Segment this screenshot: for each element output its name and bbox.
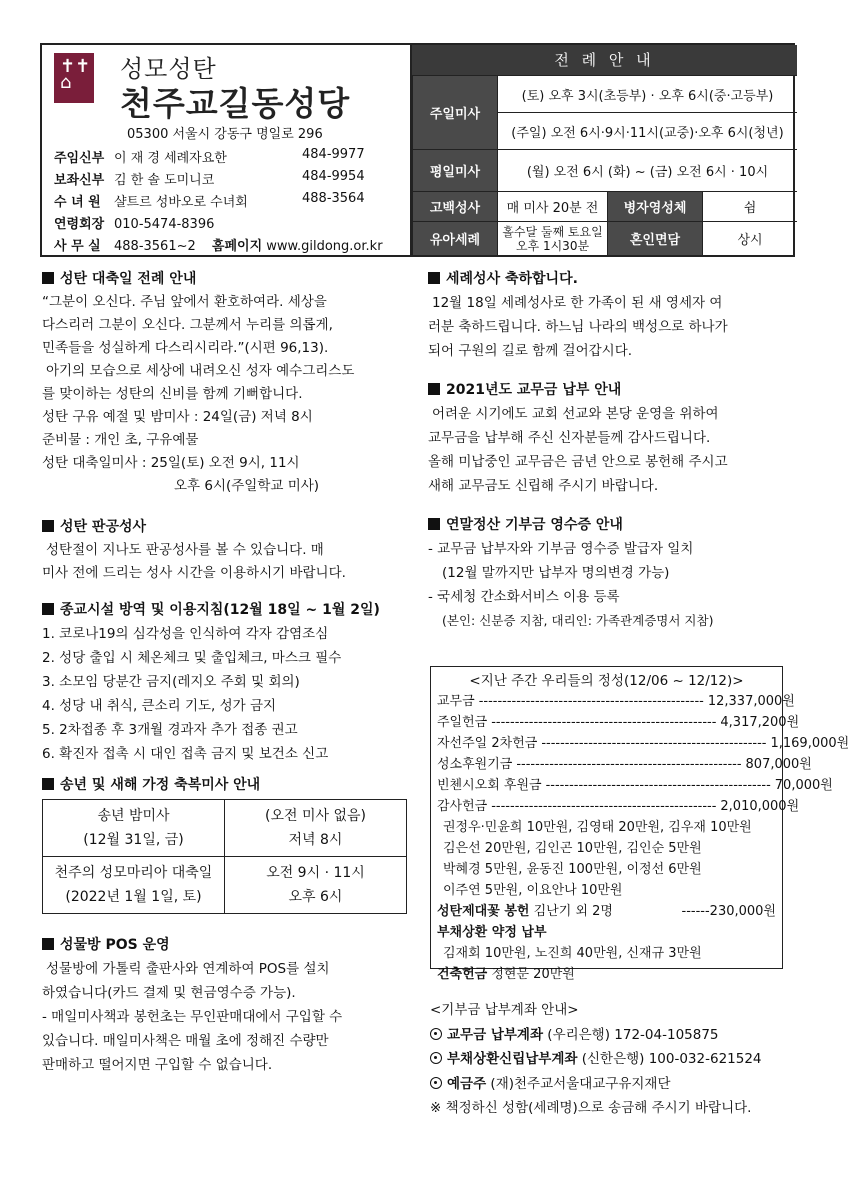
- square-bullet-icon: [42, 938, 54, 950]
- offering-amount: 70,000원: [774, 778, 833, 793]
- confession-time: 매 미사 20분 전: [497, 191, 607, 221]
- section-title: 세례성사 축하합니다.: [428, 268, 796, 291]
- offering-label: 자선주일 2차헌금: [437, 736, 538, 751]
- donor-line: 박혜경 5만원, 윤동진 100만원, 이정선 6만원: [443, 862, 702, 877]
- donor-line: 권정우·민윤희 10만원, 김영태 20만원, 김우재 10만원: [443, 820, 752, 835]
- staff-row: 연령회장 010-5474-8396: [54, 217, 215, 232]
- dash-leader: ------------------------------------------------: [545, 778, 771, 793]
- sunday-1: (토) 오후 3시(초등부) · 오후 6시(중·고등부): [497, 75, 797, 112]
- building-line: 건축헌금 정현문 20만원: [437, 967, 575, 982]
- debt-label: 부채상환 약정 납부: [437, 925, 547, 940]
- offering-row: [437, 754, 812, 775]
- offering-amount: 1,169,000원: [770, 736, 849, 751]
- offerings-list: [437, 691, 849, 817]
- square-bullet-icon: [428, 272, 440, 284]
- square-bullet-icon: [42, 778, 54, 790]
- homepage-link[interactable]: www.gildong.or.kr: [266, 239, 383, 254]
- square-bullet-icon: [42, 603, 54, 615]
- offering-amount: 807,000원: [745, 757, 812, 772]
- staff-row: 수 녀 원 샬트르 성바오로 수녀회 488-3564: [54, 191, 365, 210]
- offering-row: [437, 733, 849, 754]
- offering-label: 주일헌금: [437, 715, 488, 730]
- accounts-title: <기부금 납부계좌 안내>: [430, 1002, 579, 1018]
- section-title: 성물방 POS 운영: [42, 934, 407, 957]
- offerings-box: [430, 666, 849, 982]
- sick-label: 병자영성체: [607, 191, 702, 221]
- offering-row: [437, 775, 833, 796]
- header-box: [40, 43, 795, 257]
- dash-leader: ------------------------------------------------: [491, 715, 717, 730]
- parish-subtitle: 성모성탄: [120, 55, 217, 83]
- marriage-value: 상시: [702, 221, 797, 255]
- receipt-notice: - 교무금 납부자와 기부금 영수증 발급자 일치 (12월 말까지만 납부자 명의변경 가능) - 국세청 간소화서비스 이용 등록 (본인: 신분증 지참, 대리인: 가족관계증명서 지참): [428, 541, 714, 628]
- square-bullet-icon: [428, 383, 440, 395]
- left-column: [42, 268, 407, 1077]
- offering-label: 성소후원기금: [437, 757, 513, 772]
- infant-label: 유아세례: [412, 221, 497, 255]
- account-note: ※ 책정하신 성함(세례명)으로 송금해 주시기 바랍니다.: [430, 1100, 752, 1116]
- donor-line: 이주연 5만원, 이요안나 10만원: [443, 883, 623, 898]
- debt-names: 김재회 10만원, 노진희 40만원, 신재규 3만원: [443, 946, 702, 961]
- church-logo: ✝✝ ⌂: [54, 53, 94, 103]
- staff-row: 주임신부 이 재 경 세례자요한 484-9977: [54, 147, 365, 166]
- accounts-section: [430, 998, 790, 1121]
- sunday-2: (주일) 오전 6시·9시·11시(교중)·오후 6시(청년): [497, 112, 797, 149]
- quarantine-list: 1. 코로나19의 심각성을 인식하여 각자 감염조심 2. 성당 출입 시 체온체크 및 출입체크, 마스크 필수 3. 소모임 당분간 금지(레지오 주회 및 회의) 4. 성당 내 취식, 큰소리 기도, 성가 금지 5. 2차접종 후 3개월 경과자 추가 접종 권고 6. 확진자 접촉 시 대인 접촉 금지 및 보건소 신고: [42, 626, 342, 762]
- bullet-circle-icon: [430, 1028, 442, 1040]
- account-row: 예금주 (재)천주교서울대교구유지재단: [430, 1072, 790, 1097]
- offering-label: 교무금: [437, 694, 475, 709]
- dash-leader: ------------------------------------------------: [478, 694, 704, 709]
- bullet-circle-icon: [430, 1052, 442, 1064]
- pos-notice: 성물방에 가톨릭 출판사와 연계하여 POS를 설치 하였습니다(카드 결제 및 현금영수증 가능). - 매일미사책과 봉헌초는 무인판매대에서 구입할 수 있습니다. 매일미사책은 매월 초에 정해진 수량만 판매하고 떨어지면 구입할 수 없습니다.: [42, 961, 343, 1073]
- dues-notice: 어려운 시기에도 교회 선교와 본당 운영을 위하여 교무금을 납부해 주신 신자분들께 감사드립니다. 올해 미납중인 교무금은 금년 안으로 봉헌해 주시고 새해 교무금도 신립해 주시기 바랍니다.: [428, 406, 728, 494]
- section-title: 종교시설 방역 및 이용지침(12월 18일 ~ 1월 2일): [42, 599, 407, 622]
- offering-amount: 12,337,000원: [707, 694, 795, 709]
- confession-label: 고백성사: [412, 191, 497, 221]
- account-row: 부채상환신립납부계좌 (신한은행) 100-032-621524: [430, 1047, 790, 1072]
- address: 05300 서울시 강동구 명일로 296: [127, 127, 323, 142]
- weekday-label: 평일미사: [412, 149, 497, 191]
- square-bullet-icon: [428, 518, 440, 530]
- offering-label: 감사헌금: [437, 799, 488, 814]
- offering-row: [437, 691, 795, 712]
- section-title: 성탄 대축일 전례 안내: [42, 268, 407, 291]
- parish-name: 천주교길동성당: [120, 84, 351, 123]
- section-title: 연말정산 기부금 영수증 안내: [428, 514, 796, 537]
- square-bullet-icon: [42, 272, 54, 284]
- donor-line: 김은선 20만원, 김인곤 10만원, 김인순 5만원: [443, 841, 702, 856]
- christmas-notice: “그분이 오신다. 주님 앞에서 환호하여라. 세상을 다스리러 그분이 오신다. 그분께서 누리를 의롭게, 민족들을 성실하게 다스리시리라.”(시편 96,13). 아기의 모습으로 세상에 내려오신 성자 예수그리스도 를 맞이하는 성탄의 신비를 함께 기뻐합니다. 성탄 구유 예절 및 밤미사 : 24일(금) 저녁 8시 준비물 : 개인 초, 구유예물 성탄 대축일미사 : 25일(토) 오전 9시, 11시 오후 6시(주일학교 미사): [42, 294, 355, 494]
- bullet-circle-icon: [430, 1077, 442, 1089]
- flower-line: 성탄제대꽃 봉헌 김난기 외 2명 ------230,000원: [437, 904, 776, 919]
- dash-leader: ------------------------------------------------: [516, 757, 742, 772]
- infant-time: 홀수달 둘째 토요일 오후 1시30분: [497, 221, 607, 255]
- baptism-notice: 12월 18일 세례성사로 한 가족이 된 새 영세자 여 러분 축하드립니다. 하느님 나라의 백성으로 하나가 되어 구원의 길로 함께 걸어갑시다.: [428, 295, 728, 359]
- section-title: 2021년도 교무금 납부 안내: [428, 379, 796, 402]
- account-row: 교무금 납부계좌 (우리은행) 172-04-105875: [430, 1023, 790, 1048]
- section-title: 성탄 판공성사: [42, 516, 407, 539]
- section-title: 송년 및 새해 가정 축복미사 안내: [42, 774, 407, 797]
- sick-value: 쉼: [702, 191, 797, 221]
- offering-row: [437, 712, 800, 733]
- weekday-times: (월) 오전 6시 (화) ~ (금) 오전 6시 · 10시: [497, 149, 797, 191]
- dash-leader: ------------------------------------------------: [491, 799, 717, 814]
- staff-row: 보좌신부 김 한 솔 도미니코 484-9954: [54, 169, 365, 188]
- liturgy-schedule: [410, 45, 797, 255]
- marriage-label: 혼인면담: [607, 221, 702, 255]
- schedule-title: 전 례 안 내: [412, 45, 797, 75]
- offering-label: 빈첸시오회 후원금: [437, 778, 542, 793]
- offerings-title: <지난 주간 우리들의 정성(12/06 ~ 12/12)>: [469, 673, 744, 689]
- office-row: 사 무 실 488-3561~2 홈페이지 www.gildong.or.kr: [54, 239, 383, 254]
- square-bullet-icon: [42, 520, 54, 532]
- confession-notice: 성탄절이 지나도 판공성사를 볼 수 있습니다. 매 미사 전에 드리는 성사 시간을 이용하시기 바랍니다.: [42, 542, 346, 581]
- blessing-mass-table: 송년 밤미사 (12월 31일, 금) (오전 미사 없음) 저녁 8시 천주의 성모마리아 대축일 (2022년 1월 1일, 토) 오전 9시 · 11시 오후 6시: [42, 799, 407, 914]
- offering-amount: 2,010,000원: [720, 799, 800, 814]
- offering-amount: 4,317,200원: [720, 715, 800, 730]
- dash-leader: ------------------------------------------------: [541, 736, 767, 751]
- right-column: [428, 268, 796, 633]
- sunday-label: 주일미사: [412, 75, 497, 149]
- offering-row: [437, 796, 800, 817]
